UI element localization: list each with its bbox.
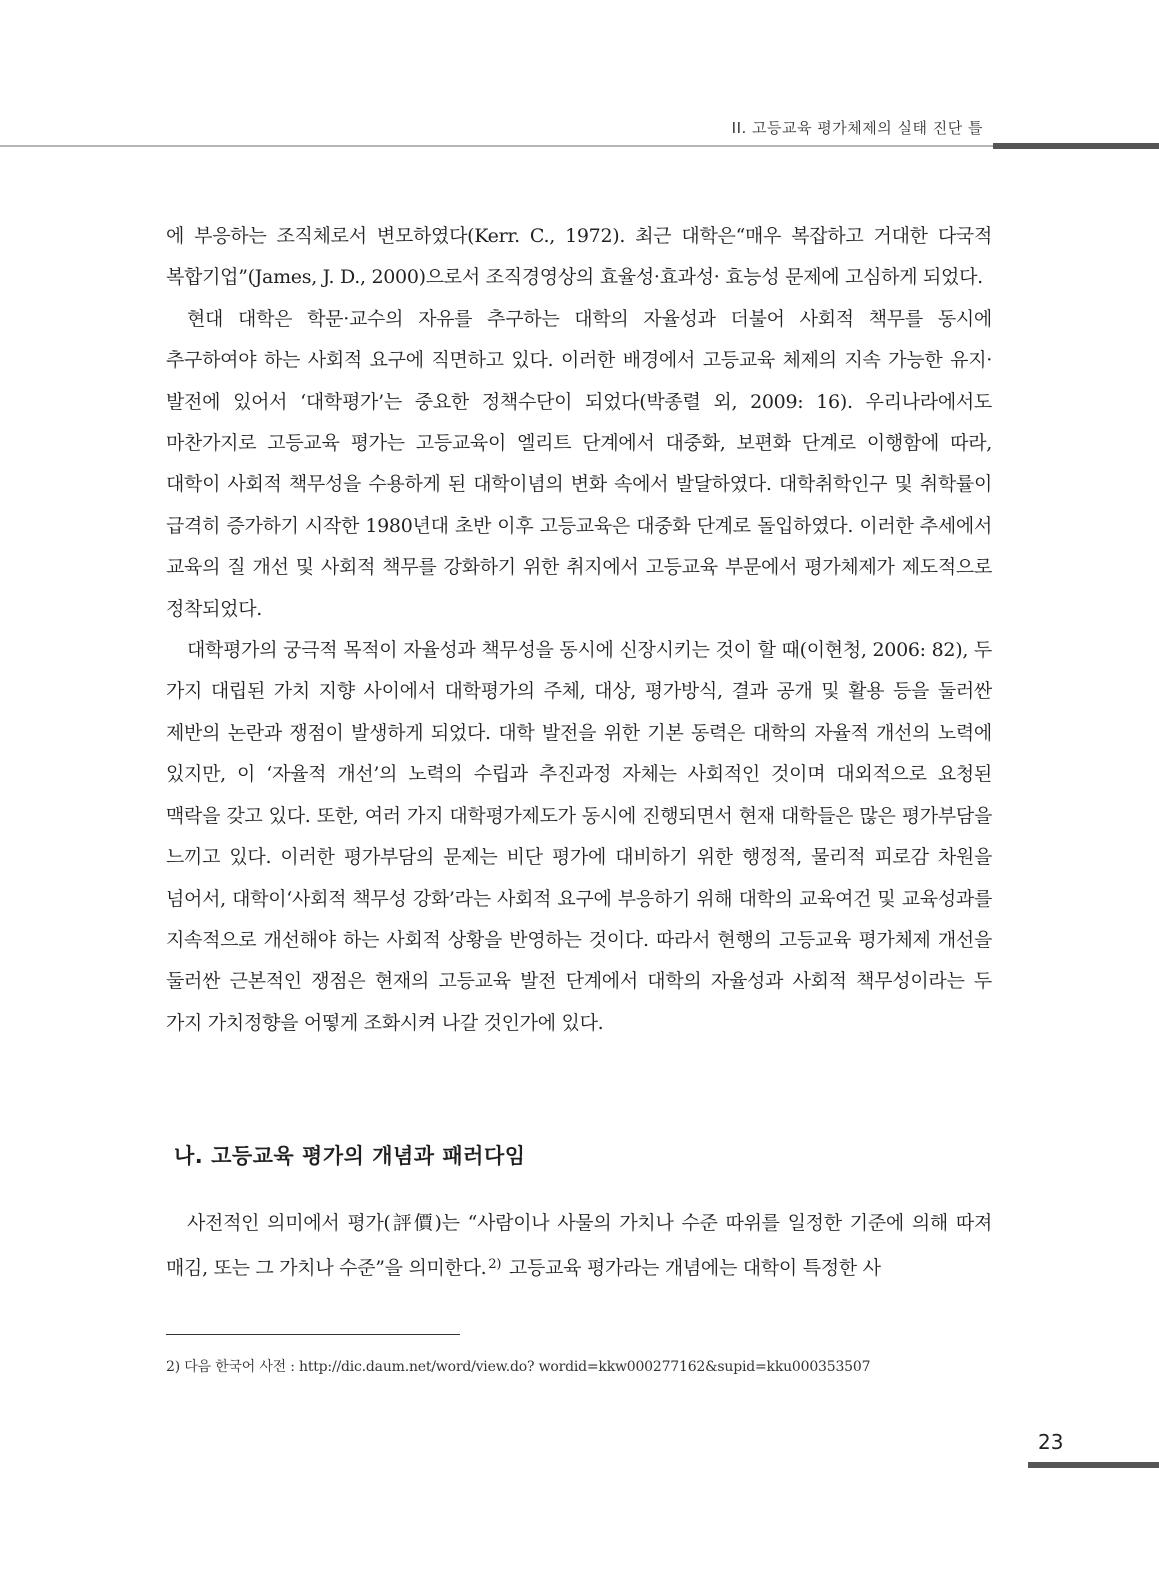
body-text <box>166 216 992 1044</box>
footnote: 2) 다음 한국어 사전 : http://dic.daum.net/word/view.do? wordid=kkw000277162&supid=kku000353507 <box>166 1359 871 1375</box>
paragraph-2: 현대 대학은 학문·교수의 자유를 추구하는 대학의 자율성과 더불어 사회적 책무를 동시에 추구하여야 하는 사회적 요구에 직면하고 있다. 이러한 배경에서 고등교육 체제의 지속 가능한 유지· 발전에 있어서 ‘대학평가’는 중요한 정책수단이 되었다(박종렬 외, 2009: 16). 우리나라에서도 마찬가지로 고등교육 평가는 고등교육이 엘리트 단계에서 대중화, 보편화 단계로 이행함에 따라, 대학이 사회적 책무성을 수용하게 된 대학이념의 변화 속에서 발달하였다. 대학취학인구 및 취학률이 급격히 증가하기 시작한 1980년대 초반 이후 고등교육은 대중화 단계로 돌입하였다. 이러한 추세에서 교육의 질 개선 및 사회적 책무를 강화하기 위한 취지에서 고등교육 부문에서 평가체제가 제도적으로 정착되었다. <box>166 307 992 620</box>
footer-rule <box>1028 1462 1159 1468</box>
paragraph-4 <box>166 1203 992 1290</box>
header-rule <box>0 145 993 147</box>
footnote-reference: 2) <box>488 1257 502 1273</box>
paragraph-1: 에 부응하는 조직체로서 변모하였다(Kerr. C., 1972). 최근 대학은“매우 복잡하고 거대한 다국적 복합기업”(James, J. D., 2000)으로서 조직경영상의 효율성·효과성· 효능성 문제에 고심하게 되었다. <box>166 225 992 289</box>
running-header-title: II. 고등교육 평가체제의 실태 진단 틀 <box>731 119 983 137</box>
section-body-text <box>166 1203 992 1290</box>
footnote-rule <box>166 1334 460 1335</box>
section-heading: 나. 고등교육 평가의 개념과 패러다임 <box>174 1144 526 1168</box>
header-rule-accent <box>993 143 1159 149</box>
paragraph-4-text: 사전적인 의미에서 평가(評價)는 “사람이나 사물의 가치나 수준 따위를 일정한 기준에 의해 따져 매김, 또는 그 가치나 수준”을 의미한다. <box>166 1212 992 1280</box>
paragraph-3: 대학평가의 궁극적 목적이 자율성과 책무성을 동시에 신장시키는 것이 할 때(이현청, 2006: 82), 두 가지 대립된 가치 지향 사이에서 대학평가의 주체, 대상, 평가방식, 결과 공개 및 활용 등을 둘러싼 제반의 논란과 쟁점이 발생하게 되었다. 대학 발전을 위한 기본 동력은 대학의 자율적 개선의 노력에 있지만, 이 ‘자율적 개선’의 노력의 수립과 추진과정 자체는 사회적인 것이며 대외적으로 요청된 맥락을 갖고 있다. 또한, 여러 가지 대학평가제도가 동시에 진행되면서 현재 대학들은 많은 평가부담을 느끼고 있다. 이러한 평가부담의 문제는 비단 평가에 대비하기 위한 행정적, 물리적 피로감 차원을 넘어서, 대학이‘사회적 책무성 강화’라는 사회적 요구에 부응하기 위해 대학의 교육여건 및 교육성과를 지속적으로 개선해야 하는 사회적 상황을 반영하는 것이다. 따라서 현행의 고등교육 평가체제 개선을 둘러싼 근본적인 쟁점은 현재의 고등교육 발전 단계에서 대학의 자율성과 사회적 책무성이라는 두 가지 가치정향을 어떻게 조화시켜 나갈 것인가에 있다. <box>166 639 992 1034</box>
page-number: 23 <box>1038 1430 1064 1454</box>
paragraph-4-continuation: 고등교육 평가라는 개념에는 대학이 특정한 사 <box>508 1257 881 1280</box>
